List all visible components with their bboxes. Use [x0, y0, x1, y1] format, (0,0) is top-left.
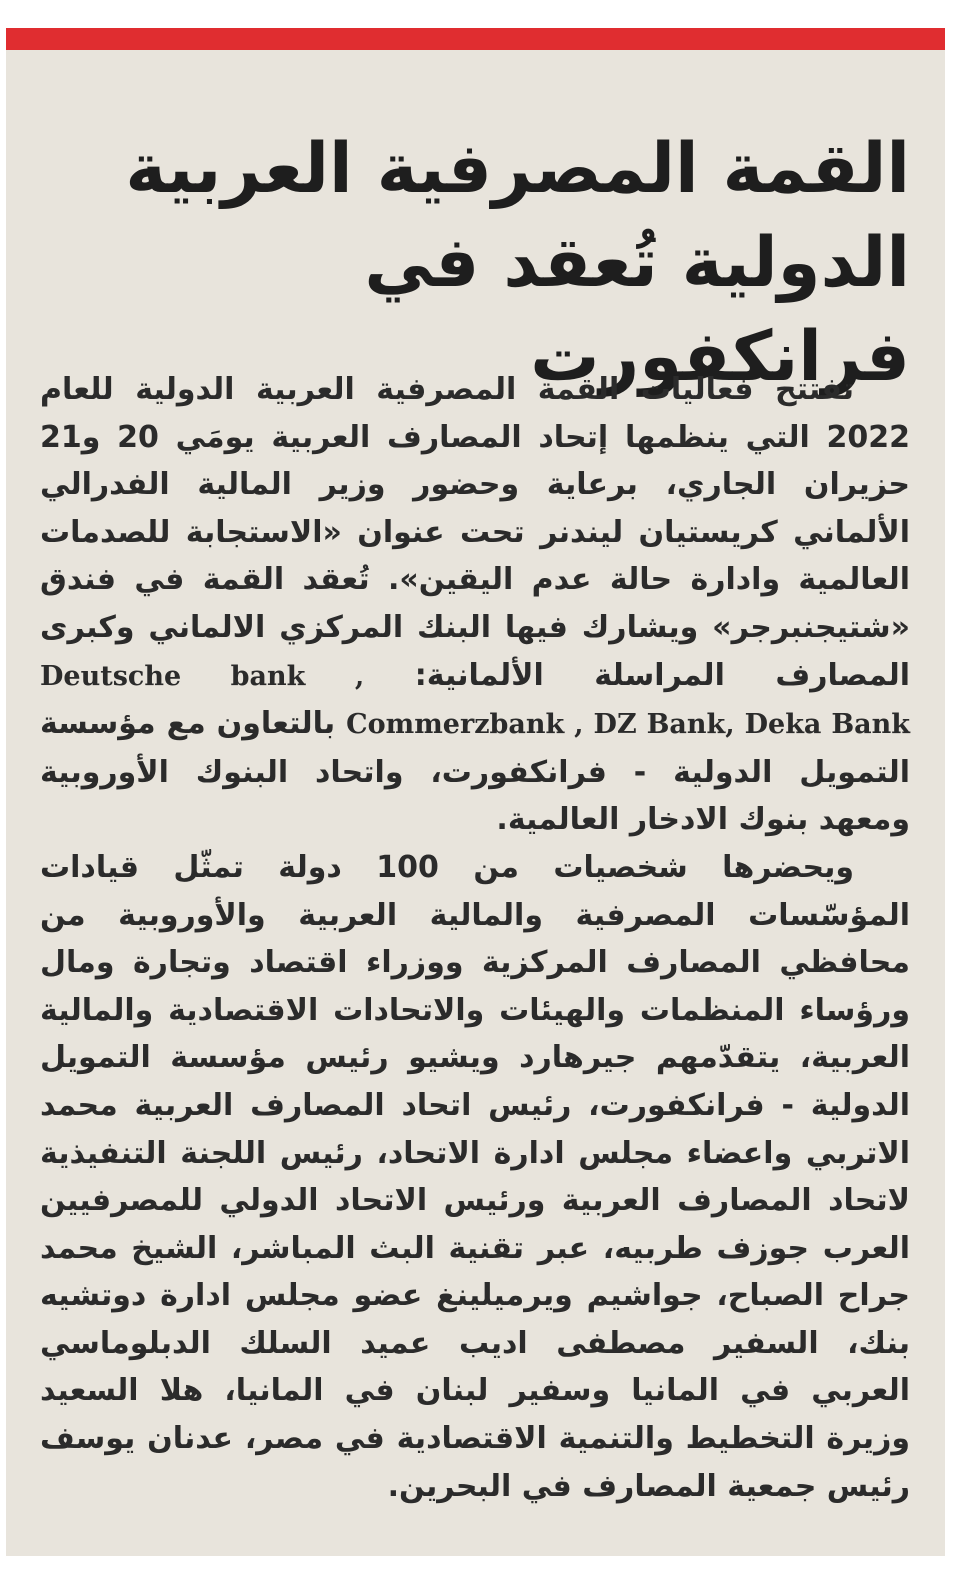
article-headline — [40, 122, 910, 404]
paragraph-1-text: تفتتح فعاليات القمة المصرفية العربية الدولية للعام 2022 التي ينظمها إتحاد المصارف العربية يومَي 20 و21 حزيران الجاري، برعاية وحضور وزير المالية الفدرالي الألماني كريستيان ليندنر تحت عنوان «الاستجابة للصدمات العالمية وادارة حالة عدم اليقين». تُعقد القمة في فندق «شتيجنبرجر» ويشارك فيها البنك المركزي الالماني وكبرى المصارف المراسلة الألمانية: — [40, 372, 911, 693]
article-body — [40, 366, 910, 1510]
headline-line-2: الدولية تُعقد في فرانكفورت — [364, 223, 910, 397]
paragraph-2 — [40, 844, 910, 1510]
accent-bar — [6, 28, 945, 50]
paragraph-1 — [40, 366, 910, 844]
paragraph-1-end: بالتعاون مع مؤسسة التمويل الدولية - فرانكفورت، واتحاد البنوك الأوروبية ومعهد بنوك الادخار العالمية. — [40, 706, 910, 838]
paragraph-2-text: ويحضرها شخصيات من 100 دولة تمثّل قيادات المؤسّسات المصرفية والمالية العربية والأوروبية من محافظي المصارف المركزية ووزراء اقتصاد وتجارة ومال ورؤساء المنظمات والهيئات والاتحادات الاقتصادية والمالية العربية، يتقدّمهم جيرهارد ويشيو رئيس مؤسسة التمويل الدولية - فرانكفورت، رئيس اتحاد المصارف العربية محمد الاتربي واعضاء مجلس ادارة الاتحاد، رئيس اللجنة التنفيذية لاتحاد المصارف العربية ورئيس الاتحاد الدولي للمصرفيين العرب جوزف طربيه، عبر تقنية البث المباشر، الشيخ محمد جراح الصباح، جواشيم ويرميلينغ عضو مجلس ادارة دوتشيه بنك، السفير مصطفى اديب عميد السلك الدبلوماسي العربي في المانيا وسفير لبنان في المانيا، هلا السعيد وزيرة التخطيط والتنمية الاقتصادية في مصر، عدنان يوسف رئيس جمعية المصارف في البحرين. — [40, 849, 910, 1504]
headline-line-1: القمة المصرفية العربية — [125, 129, 910, 209]
bank-names: Deutsche bank , Commerzbank , DZ Bank, Deka Bank — [40, 660, 910, 741]
